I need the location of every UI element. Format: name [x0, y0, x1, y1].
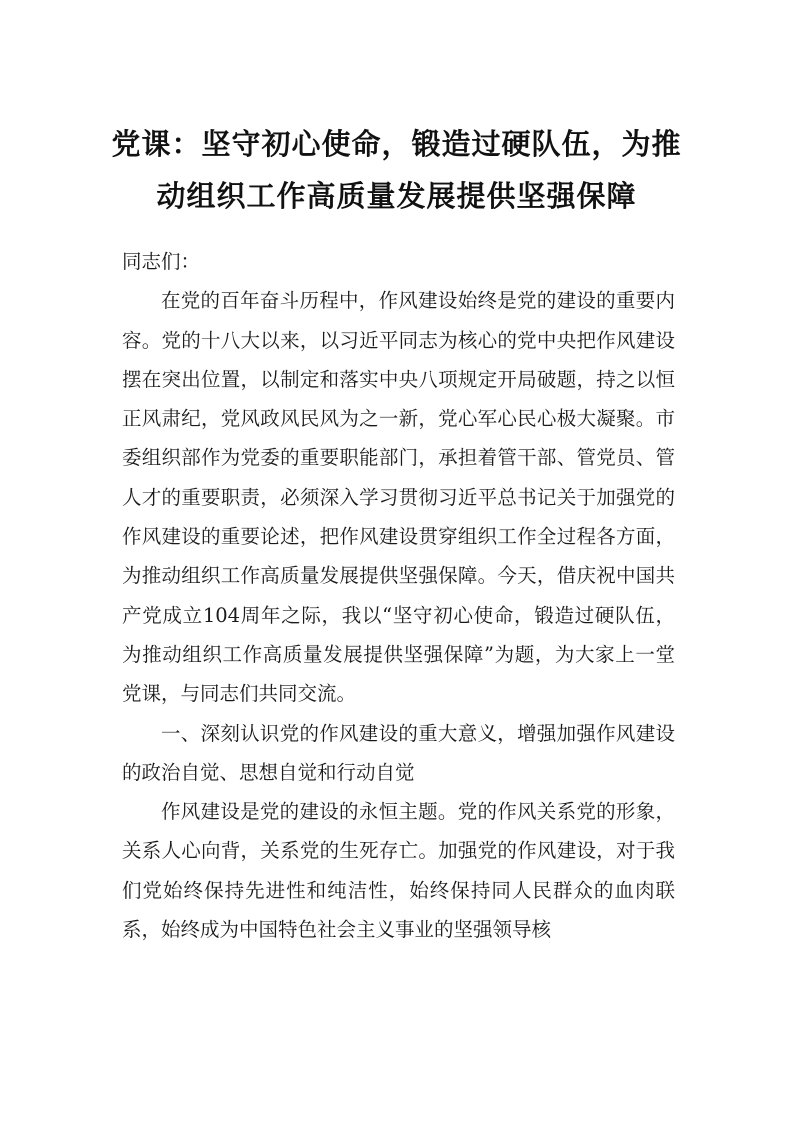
document-body	[122, 242, 675, 949]
section-heading-1: 一、深刻认识党的作风建设的重大意义，增强加强作风建设的政治自觉、思想自觉和行动自觉	[122, 721, 675, 784]
document-title	[110, 118, 683, 222]
paragraph-intro: 在党的百年奋斗历程中，作风建设始终是党的建设的重要内容。党的十八大以来，以习近平同志为核心的党中央把作风建设摆在突出位置，以制定和落实中央八项规定开局破题，持之以恒正风肃纪，党风政风民风为之一新，党心军心民心极大凝聚。市委组织部作为党委的重要职能部门，承担着管干部、管党员、管人才的重要职责，必须深入学习贯彻习近平总书记关于加强党的作风建设的重要论述，把作风建设贯穿组织工作全过程各方面，为推动组织工作高质量发展提供坚强保障。今天，借庆祝中国共产党成立104周年之际，我以“坚守初心使命，锻造过硬队伍，为推动组织工作高质量发展提供坚强保障”为题，为大家上一堂党课，与同志们共同交流。	[122, 289, 675, 706]
paragraph-section-1: 作风建设是党的建设的永恒主题。党的作风关系党的形象，关系人心向背，关系党的生死存亡。加强党的作风建设，对于我们党始终保持先进性和纯洁性，始终保持同人民群众的血肉联系，始终成为中国特色社会主义事业的坚强领导核	[122, 800, 675, 942]
title-line-2: 动组织工作高质量发展提供坚强保障	[156, 179, 637, 213]
salutation: 同志们：	[122, 250, 201, 273]
title-line-1: 党课：坚守初心使命，锻造过硬队伍，为推	[111, 127, 682, 161]
